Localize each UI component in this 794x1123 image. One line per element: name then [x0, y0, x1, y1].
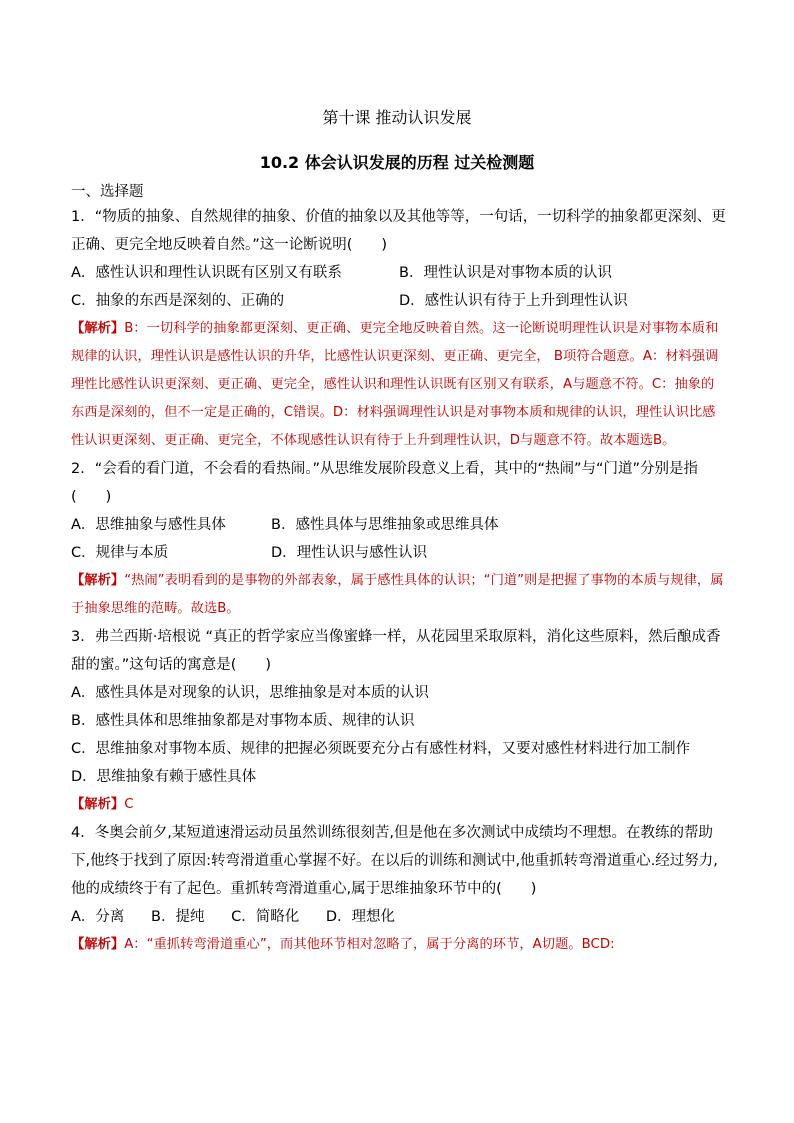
options-row — [71, 903, 726, 931]
analysis-tag: 【解析】 — [71, 937, 125, 952]
option-d: D．思维抽象有赖于感性具体 — [71, 769, 257, 785]
section-title: 一、选择题 — [71, 184, 144, 200]
options-row — [71, 259, 726, 287]
analysis-tag: 【解析】 — [71, 797, 125, 812]
question-stem: 2．“会看的看门道，不会看的看热闹。”从思维发展阶段意义上看，其中的“热闹”与“门道”分别是指( ) — [71, 461, 699, 505]
question-2 — [71, 455, 726, 623]
option-a: A．分离 — [71, 909, 125, 925]
option-d: D．感性认识有待于上升到理性认识 — [399, 293, 628, 309]
question-4 — [71, 819, 726, 959]
option-b: B．感性具体和思维抽象都是对事物本质、规律的认识 — [71, 713, 415, 729]
option-d: D．理想化 — [325, 909, 395, 925]
analysis-block — [71, 315, 726, 455]
option-c: C．抽象的东西是深刻的、正确的 — [71, 293, 285, 309]
analysis-block — [71, 931, 726, 959]
option-a: A．思维抽象与感性具体 — [71, 517, 226, 533]
questions-list — [71, 203, 726, 959]
analysis-tag: 【解析】 — [71, 573, 125, 588]
option-d: D．理性认识与感性认识 — [271, 545, 428, 561]
option-c: C．简略化 — [231, 909, 300, 925]
lesson-title: 第十课 推动认识发展 — [322, 108, 472, 127]
question-stem: 4．冬奥会前夕,某短道速滑运动员虽然训练很刻苦,但是他在多次测试中成绩均不理想。在教练的帮助下,他终于找到了原因:转弯滑道重心掌握不好。在以后的训练和测试中,他重抓转弯滑道重心.经过努力,他的成绩终于有了起色。重抓转弯滑道重心,属于思维抽象环节中的( ) — [71, 825, 718, 897]
question-stem: 1．“物质的抽象、自然规律的抽象、价值的抽象以及其他等等，一句话，一切科学的抽象都更深刻、更正确、更完全地反映着自然。”这一论断说明( ) — [71, 209, 726, 253]
option-b: B．理性认识是对事物本质的认识 — [399, 265, 612, 281]
analysis-tag: 【解析】 — [71, 321, 125, 336]
options-row — [71, 539, 726, 567]
analysis-block — [71, 567, 726, 623]
option-b: B．提纯 — [151, 909, 205, 925]
question-3 — [71, 623, 726, 819]
option-b: B．感性具体与思维抽象或思维具体 — [271, 517, 499, 533]
question-stem: 3．弗兰西斯·培根说 “真正的哲学家应当像蜜蜂一样，从花园里采取原料，消化这些原料，然后酿成香甜的蜜。”这句话的寓意是( ) — [71, 629, 721, 673]
document-subtitle: 10.2 体会认识发展的历程 过关检测题 — [259, 153, 535, 172]
option-a: A．感性具体是对现象的认识，思维抽象是对本质的认识 — [71, 685, 429, 701]
option-c: C．思维抽象对事物本质、规律的把握必须既要充分占有感性材料，又要对感性材料进行加工制作 — [71, 741, 691, 757]
question-1 — [71, 203, 726, 455]
options-row — [71, 287, 726, 315]
analysis-block — [71, 791, 726, 819]
analysis-text: A：“重抓转弯滑道重心”，而其他环节相对忽略了，属于分离的环节，A切题。BCD: — [124, 937, 615, 952]
option-c: C．规律与本质 — [71, 545, 169, 561]
analysis-text: B：一切科学的抽象都更深刻、更正确、更完全地反映着自然。这一论断说明理性认识是对事物本质和规律的认识，理性认识是感性认识的升华，比感性认识更深刻、更正确、更完全， B项符合题意。A：材料强调理性比感性认识更深刻、更正确、更完全，感性认识和理性认识既有区别又有联系，A与题意不符。C：抽象的东西是深刻的，但不一定是正确的，C错误。D：材料强调理性认识是对事物本质和规律的认识，理性认识比感性认识更深刻、更正确、更完全，不体现感性认识有待于上升到理性认识，D与题意不符。故本题选B。 — [71, 321, 719, 448]
options-row — [71, 511, 726, 539]
analysis-text: C — [124, 797, 134, 812]
option-a: A．感性认识和理性认识既有区别又有联系 — [71, 265, 342, 281]
analysis-text: “热闹”表明看到的是事物的外部表象，属于感性具体的认识；“门道”则是把握了事物的本质与规律，属于抽象思维的范畴。故选B。 — [71, 573, 724, 616]
